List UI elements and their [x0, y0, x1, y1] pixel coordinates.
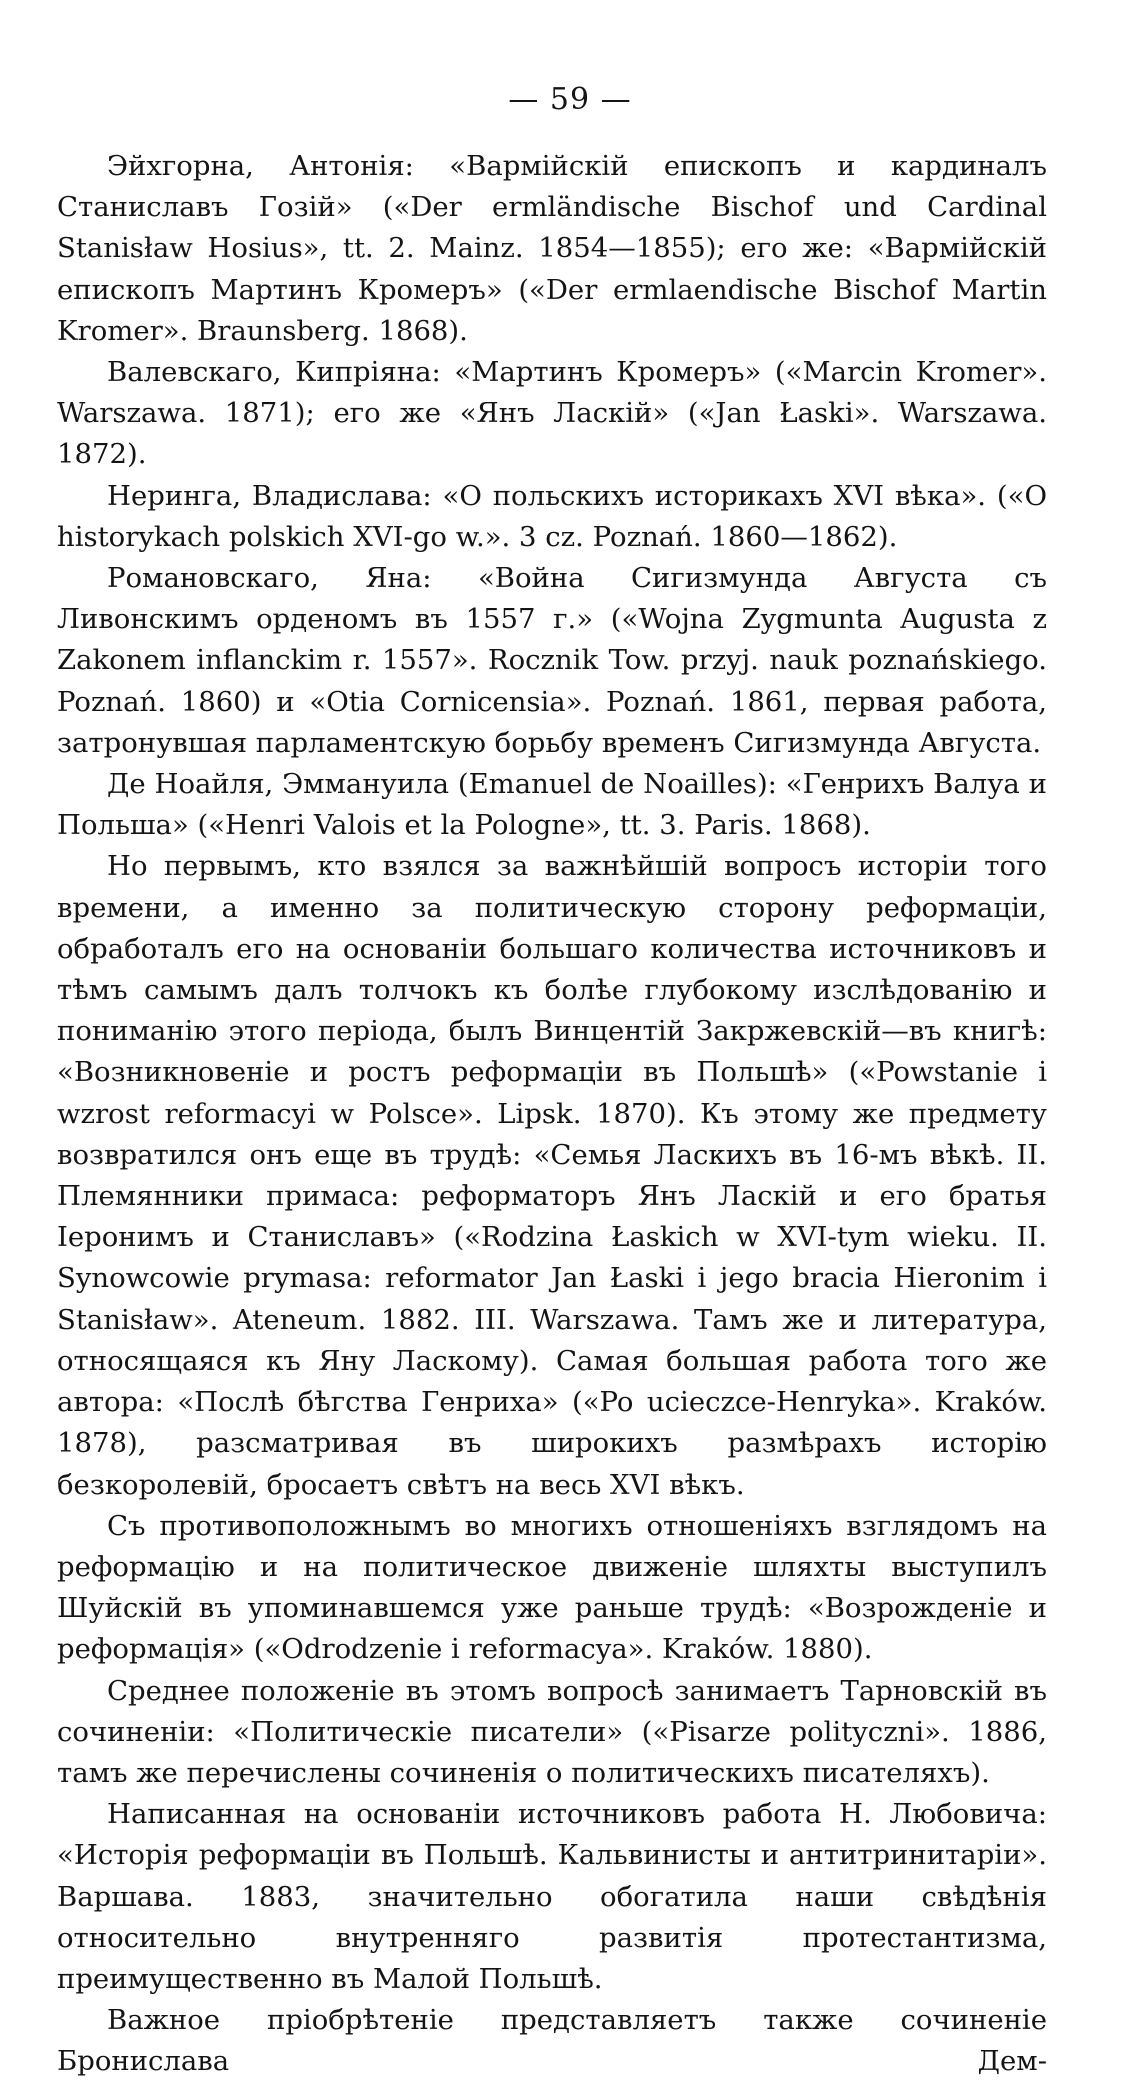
paragraph-de-noailles: Де Ноайля, Эммануила (Emanuel de Noailles): «Генрихъ Валуа и Польша» («Henri Valois et la Pologne», tt. 3. Paris. 1868).	[57, 768, 1047, 842]
body-text	[57, 146, 1047, 2083]
paragraph-walewski: Валевскаго, Кипріяна: «Мартинъ Кромеръ» («Marcin Kromer». Warszawa. 1871); его же «Янъ Ласкій» («Jan Łaski». Warszawa. 1872).	[57, 356, 1047, 471]
paragraph-lubovich: Написанная на основаніи источниковъ работа Н. Любовича: «Исторія реформаціи въ Польшѣ. Кальвинисты и антитринитаріи». Варшава. 1883, значительно обогатила наши свѣдѣнія относительно внутренняго развитія протестантизма, преимущественно въ Малой Польшѣ.	[57, 1798, 1047, 1995]
page-number: — 59 —	[508, 82, 632, 117]
paragraph-eichhorn: Эйхгорна, Антонія: «Вармійскій епископъ и кардиналъ Станиславъ Гозій» («Der ermländische Bischof und Cardinal Stanisław Hosius», tt. 2. Mainz. 1854—1855); его же: «Вармійскій епископъ Мартинъ Кромеръ» («Der ermlaendische Bischof Martin Kromer». Braunsberg. 1868).	[57, 150, 1047, 347]
paragraph-nehring: Неринга, Владислава: «О польскихъ историкахъ XVI вѣка». («O historykach polskich XVI-go w.». 3 cz. Poznań. 1860—1862).	[57, 479, 1047, 553]
paragraph-zakrzewski: Но первымъ, кто взялся за важнѣйшій вопросъ исторіи того времени, а именно за политическую сторону реформаціи, обработалъ его на основаніи большаго количества источниковъ и тѣмъ самымъ далъ толчокъ къ болѣе глубокому изслѣдованію и пониманію этого періода, былъ Винцентій Закржевскій—въ книгѣ: «Возникновеніе и ростъ реформаціи въ Польшѣ» («Powstanie i wzrost reformacyi w Polsce». Lipsk. 1870). Къ этому же предмету возвратился онъ еще въ трудѣ: «Семья Ласкихъ въ 16-мъ вѣкѣ. II. Племянники примаса: реформаторъ Янъ Ласкій и его братья Іеронимъ и Станиславъ» («Rodzina Łaskich w XVI-tym wieku. II. Synowcowie prymasa: reformator Jan Łaski i jego bracia Hieronim i Stanisław». Ateneum. 1882. III. Warszawa. Тамъ же и литература, относящаяся къ Яну Ласкому). Самая большая работа того же автора: «Послѣ бѣгства Генриха» («Po ucieczce-Henryka». Kraków. 1878), разсматривая въ широкихъ размѣрахъ исторію безкоролевій, бросаетъ свѣтъ на весь XVI вѣкъ.	[57, 850, 1047, 1501]
paragraph-tarnowski: Среднее положеніе въ этомъ вопросѣ занимаетъ Тарновскій въ сочиненіи: «Политическіе писатели» («Pisarze polityczni». 1886, тамъ же перечислены сочиненія о политическихъ писателяхъ).	[57, 1674, 1047, 1789]
paragraph-dembinski: Важное пріобрѣтеніе представляетъ также сочиненіе Бронислава Дем-	[57, 2004, 1047, 2078]
paragraph-romanowski: Романовскаго, Яна: «Война Сигизмунда Августа съ Ливонскимъ орденомъ въ 1557 г.» («Wojna Zygmunta Augusta z Zakonem inflanckim r. 1557». Rocznik Tow. przyj. nauk poznańskiego. Poznań. 1860) и «Otia Cornicensia». Poznań. 1861, первая работа, затронувшая парламентскую борьбу временъ Сигизмунда Августа.	[57, 562, 1047, 759]
paragraph-szujski: Съ противоположнымъ во многихъ отношеніяхъ взглядомъ на реформацію и на политическое движеніе шляхты выступилъ Шуйскій въ упоминавшемся уже раньше трудѣ: «Возрожденіе и реформація» («Odrodzenie i reformacya». Kraków. 1880).	[57, 1509, 1047, 1666]
